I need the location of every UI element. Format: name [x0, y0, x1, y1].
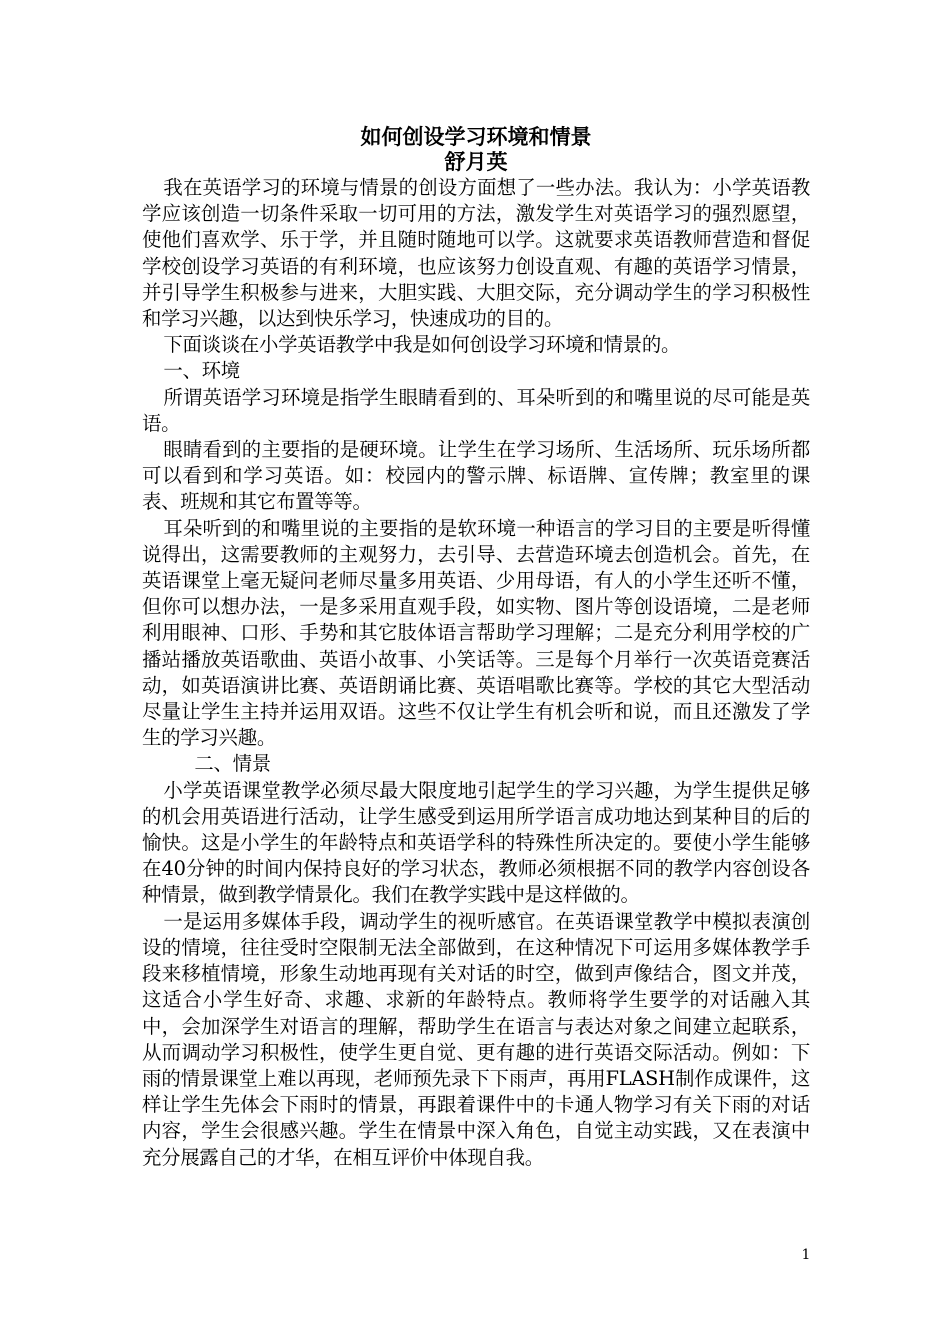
document-body: [142, 124, 810, 1171]
paragraph-environment-definition: 所谓英语学习环境是指学生眼睛看到的、耳朵听到的和嘴里说的尽可能是英语。: [142, 385, 810, 435]
page-number: 1: [801, 1247, 811, 1263]
document-author: 舒月英: [444, 149, 508, 174]
paragraph-multimedia: 一是运用多媒体手段，调动学生的视听感官。在英语课堂教学中模拟表演创设的情境，往往受时空限制无法全部做到，在这种情况下可运用多媒体教学手段来移植情境，形象生动地再现有关对话的时空，做到声像结合，图文并茂，这适合小学生好奇、求趣、求新的年龄特点。教师将学生要学的对话融入其中，会加深学生对语言的理解，帮助学生在语言与表达对象之间建立起联系，从而调动学习积极性，使学生更自觉、更有趣的进行英语交际活动。例如：下雨的情景课堂上难以再现，老师预先录下下雨声，再用FLASH制作成课件，这样让学生先体会下雨时的情景，再跟着课件中的卡通人物学习有关下雨的对话内容，学生会很感兴趣。学生在情景中深入角色，自觉主动实践，又在表演中充分展露自己的才华，在相互评价中体现自我。: [142, 909, 810, 1169]
section-heading-scenario: 二、情景: [194, 752, 271, 776]
paragraph-overview: 下面谈谈在小学英语教学中我是如何创设学习环境和情景的。: [163, 333, 681, 357]
paragraph-intro: 我在英语学习的环境与情景的创设方面想了一些办法。我认为：小学英语教学应该创造一切条件采取一切可用的方法，激发学生对英语学习的强烈愿望，使他们喜欢学、乐于学，并且随时随地可以学。这就要求英语教师营造和督促学校创设学习英语的有利环境，也应该努力创设直观、有趣的英语学习情景，并引导学生积极参与进来，大胆实践、大胆交际，充分调动学生的学习积极性和学习兴趣，以达到快乐学习，快速成功的目的。: [142, 176, 810, 331]
section-heading-environment: 一、环境: [163, 359, 240, 383]
paragraph-hard-environment: 眼睛看到的主要指的是硬环境。让学生在学习场所、生活场所、玩乐场所都可以看到和学习英语。如：校园内的警示牌、标语牌、宣传牌；教室里的课表、班规和其它布置等等。: [142, 438, 810, 514]
paragraph-scenario-intro: 小学英语课堂教学必须尽最大限度地引起学生的学习兴趣，为学生提供足够的机会用英语进行活动，让学生感受到运用所学语言成功地达到某种目的后的愉快。这是小学生的年龄特点和英语学科的特殊性所决定的。要使小学生能够在40分钟的时间内保持良好的学习状态，教师必须根据不同的教学内容创设各种情景，做到教学情景化。我们在教学实践中是这样做的。: [142, 778, 810, 907]
document-title: 如何创设学习环境和情景: [360, 124, 592, 149]
paragraph-soft-environment: 耳朵听到的和嘴里说的主要指的是软环境一种语言的学习目的主要是听得懂说得出，这需要教师的主观努力，去引导、去营造环境去创造机会。首先，在英语课堂上毫无疑问老师尽量多用英语、少用母语，有人的小学生还听不懂，但你可以想办法，一是多采用直观手段，如实物、图片等创设语境，二是老师利用眼神、口形、手势和其它肢体语言帮助学习理解；二是充分利用学校的广播站播放英语歌曲、英语小故事、小笑话等。三是每个月举行一次英语竞赛活动，如英语演讲比赛、英语朗诵比赛、英语唱歌比赛等。学校的其它大型活动尽量让学生主持并运用双语。这些不仅让学生有机会听和说，而且还激发了学生的学习兴趣。: [142, 516, 810, 750]
